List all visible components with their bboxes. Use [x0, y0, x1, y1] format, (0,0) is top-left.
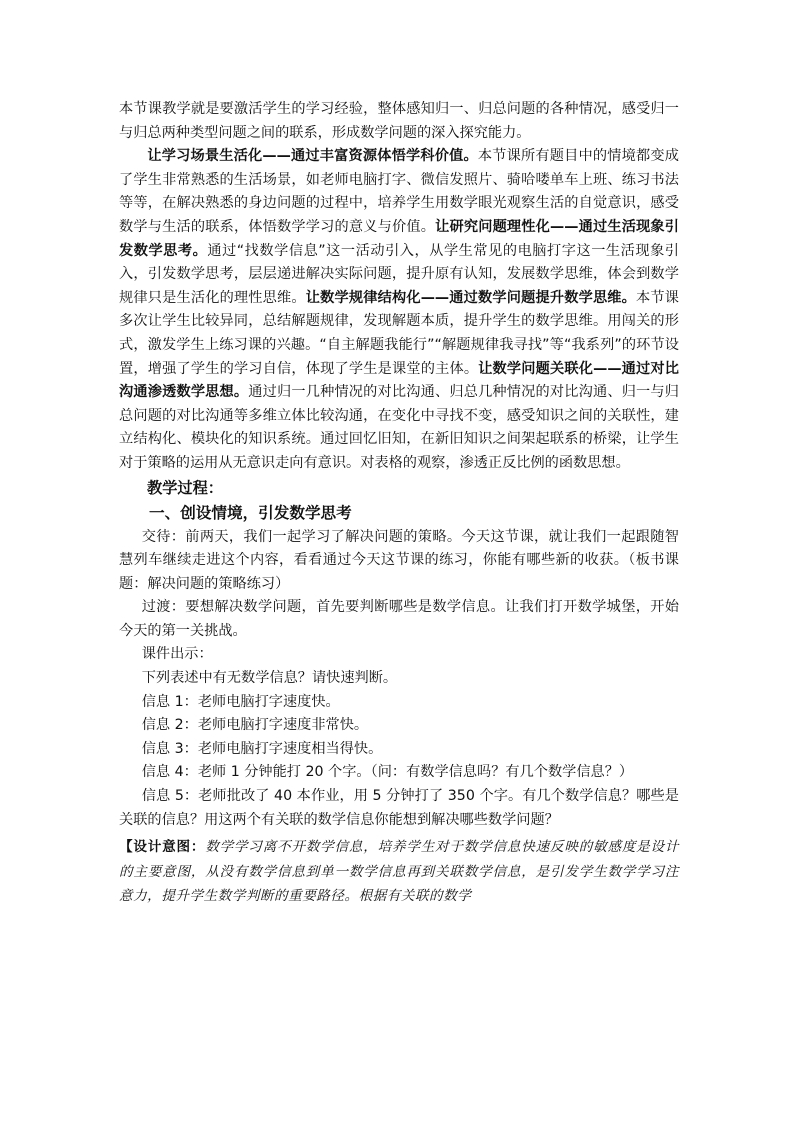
text-point-2: 通过“找数学信息”这一活动引入，从学生常见的电脑打字这一生活现象引入，引发数学思考，层层递进解决实际问题，提升原有认知，发展数学思维，体会到数学规律只是生活化的理性思维。: [119, 242, 679, 306]
bold-point-3: 让数学规律结构化——通过数学问题提升数学思维。: [305, 289, 637, 306]
info-4: 信息 4：老师 1 分钟能打 20 个字。（问：有数学信息吗？有几个数学信息？）: [141, 764, 634, 781]
info-3: 信息 3：老师电脑打字速度相当得快。: [141, 740, 383, 757]
info-2: 信息 2：老师电脑打字速度非常快。: [141, 717, 369, 734]
bold-point-2: 让研究问题理性化——通过生活现象引发数学思考。: [119, 218, 679, 259]
design-intent: [119, 835, 679, 909]
info-5: 信息 5：老师批改了 40 本作业，用 5 分钟打了 350 个字。有几个数学信息？哪些是关联的信息？用这两个有关联的数学信息你能想到解决哪些数学问题？: [119, 788, 679, 828]
text-point-4: 通过归一几种情况的对比沟通、归总几种情况的对比沟通、归一与归总问题的对比沟通等多维立体比较沟通，在变化中寻找不变，感受知识之间的关联性，建立结构化、模块化的知识系统。通过回忆旧知，在新旧知识之间架起联系的桥梁，让学生对于策略的运用从无意识走向有意识。对表格的观察，渗透正反比例的函数思想。: [119, 384, 679, 471]
paragraph-courseware: 课件出示：: [141, 646, 213, 663]
design-intent-text: 数学学习离不开数学信息，培养学生对于数学信息快速反映的敏感度是设计的主要意图，从没有数学信息到单一数学信息再到关联数学信息，是引发学生数学学习注意力，提升学生数学判断的重要路径。根据有关联的数学: [119, 839, 680, 905]
heading-section-1: 一、创设情境，引发数学思考: [149, 503, 352, 522]
document-body: [119, 98, 679, 909]
bold-point-4: 让数学问题关联化——通过对比沟通渗透数学思想。: [119, 360, 679, 401]
text-point-3: 本节课多次让学生比较异同，总结解题规律，发现解题本质，提升学生的数学思维。用闯关的形式，激发学生上练习课的兴趣。“自主解题我能行”“解题规律我寻找”等“我系列”的环节设置，增强了学生的学习自信，体现了学生是课堂的主体。: [119, 289, 679, 377]
paragraph-question: 下列表述中有无数学信息？请快速判断。: [141, 670, 398, 687]
design-intent-lead: 【设计意图：: [119, 839, 206, 856]
bold-point-1: 让学习场景生活化——通过丰富资源体悟学科价值。: [147, 148, 478, 165]
text-point-1: 本节课所有题目中的情境都变成了学生非常熟悉的生活场景，如老师电脑打字、微信发照片、骑哈喽单车上班、练习书法等等，在解决熟悉的身边问题的过程中，培养学生用数学眼光观察生活的自觉意识，感受数学与生活的联系，体悟数学学习的意义与价值。: [119, 148, 679, 235]
heading-teaching-process: 教学过程：: [147, 478, 223, 497]
info-1: 信息 1：老师电脑打字速度快。: [141, 693, 340, 710]
paragraph-intro: 本节课教学就是要激活学生的学习经验，整体感知归一、归总问题的各种情况，感受归一与归总两种类型问题之间的联系，形成数学问题的深入探究能力。: [119, 101, 679, 141]
paragraph-summary: [119, 145, 679, 475]
paragraph-transition: 过渡：要想解决数学问题，首先要判断哪些是数学信息。让我们打开数学城堡，开始今天的第一关挑战。: [119, 599, 679, 639]
paragraph-handover: 交待：前两天，我们一起学习了解决问题的策略。今天这节课，就让我们一起跟随智慧列车继续走进这个内容，看看通过今天这节课的练习，你能有哪些新的收获。（板书课题：解决问题的策略练习）: [119, 528, 679, 592]
